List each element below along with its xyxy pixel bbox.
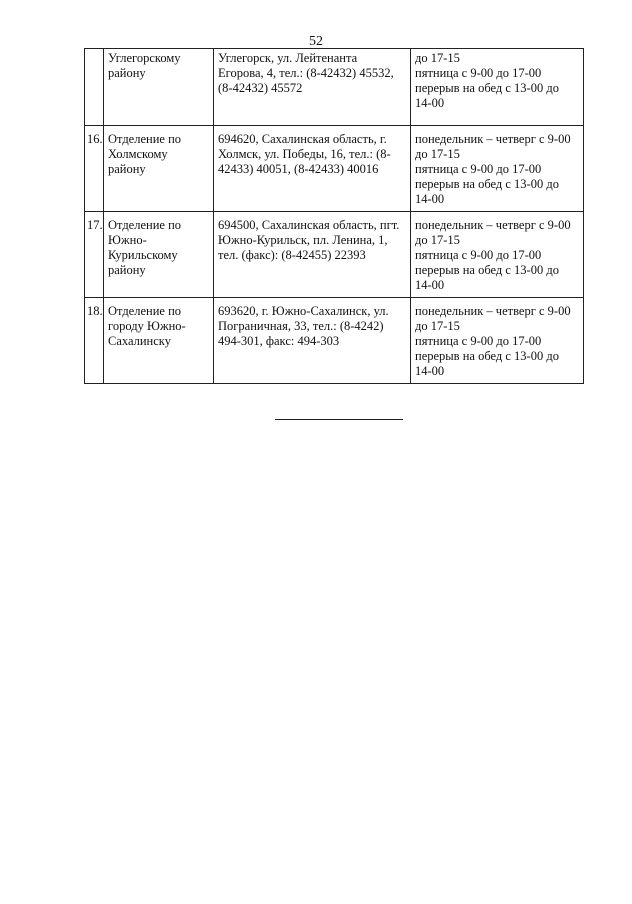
address-line: Егорова, 4, тел.: (8-42432) 45532, <box>218 66 394 80</box>
end-divider-line <box>275 419 403 420</box>
address-cell <box>214 298 411 384</box>
hours-cell <box>411 298 584 384</box>
table-row <box>85 49 584 126</box>
hours-line: понедельник – четверг с 9-00 <box>415 218 571 232</box>
hours-line: понедельник – четверг с 9-00 <box>415 304 571 318</box>
department-name-line: Отделение по <box>108 218 182 232</box>
row-number: 17. <box>85 212 104 298</box>
hours-cell <box>411 212 584 298</box>
department-name-line: Отделение по <box>108 304 182 318</box>
table-row <box>85 298 584 384</box>
department-name-line: Курильскому <box>108 248 178 262</box>
address-line: 694500, Сахалинская область, пгт. <box>218 218 400 232</box>
hours-line: до 17-15 <box>415 319 460 333</box>
address-line: Углегорск, ул. Лейтенанта <box>218 51 358 65</box>
department-name-line: Южно- <box>108 233 147 247</box>
page-number: 52 <box>309 34 323 49</box>
department-name-line: району <box>108 66 146 80</box>
department-name-line: городу Южно- <box>108 319 186 333</box>
hours-line: перерыв на обед с 13-00 до <box>415 263 559 277</box>
department-name-line: Отделение по <box>108 132 182 146</box>
table-row <box>85 212 584 298</box>
address-cell <box>214 126 411 212</box>
hours-line: 14-00 <box>415 96 445 110</box>
address-line: 693620, г. Южно-Сахалинск, ул. <box>218 304 389 318</box>
address-line: Холмск, ул. Победы, 16, тел.: (8- <box>218 147 391 161</box>
address-line: тел. (факс): (8-42455) 22393 <box>218 248 366 262</box>
address-line: Пограничная, 33, тел.: (8-4242) <box>218 319 384 333</box>
hours-line: до 17-15 <box>415 147 460 161</box>
department-name-cell <box>104 212 214 298</box>
hours-line: перерыв на обед с 13-00 до <box>415 349 559 363</box>
hours-line: 14-00 <box>415 192 445 206</box>
hours-line: понедельник – четверг с 9-00 <box>415 132 571 146</box>
department-name-line: Холмскому <box>108 147 168 161</box>
hours-line: пятница с 9-00 до 17-00 <box>415 162 542 176</box>
department-name-line: Углегорскому <box>108 51 181 65</box>
hours-line: пятница с 9-00 до 17-00 <box>415 334 542 348</box>
hours-line: до 17-15 <box>415 51 460 65</box>
hours-cell <box>411 126 584 212</box>
department-name-cell <box>104 298 214 384</box>
department-name-line: Сахалинску <box>108 334 171 348</box>
hours-line: 14-00 <box>415 364 445 378</box>
department-name-cell <box>104 49 214 126</box>
department-table <box>84 48 584 384</box>
address-line: 42433) 40051, (8-42433) 40016 <box>218 162 379 176</box>
address-line: Южно-Курильск, пл. Ленина, 1, <box>218 233 388 247</box>
row-number <box>85 49 104 126</box>
hours-line: пятница с 9-00 до 17-00 <box>415 66 542 80</box>
hours-line: пятница с 9-00 до 17-00 <box>415 248 542 262</box>
department-name-line: району <box>108 162 146 176</box>
hours-line: 14-00 <box>415 278 445 292</box>
address-line: 694620, Сахалинская область, г. <box>218 132 387 146</box>
address-line: (8-42432) 45572 <box>218 81 303 95</box>
department-name-cell <box>104 126 214 212</box>
hours-line: до 17-15 <box>415 233 460 247</box>
row-number: 18. <box>85 298 104 384</box>
hours-line: перерыв на обед с 13-00 до <box>415 177 559 191</box>
hours-cell <box>411 49 584 126</box>
department-name-line: району <box>108 263 146 277</box>
address-line: 494-301, факс: 494-303 <box>218 334 340 348</box>
hours-line: перерыв на обед с 13-00 до <box>415 81 559 95</box>
address-cell <box>214 49 411 126</box>
row-number: 16. <box>85 126 104 212</box>
address-cell <box>214 212 411 298</box>
table-row <box>85 126 584 212</box>
